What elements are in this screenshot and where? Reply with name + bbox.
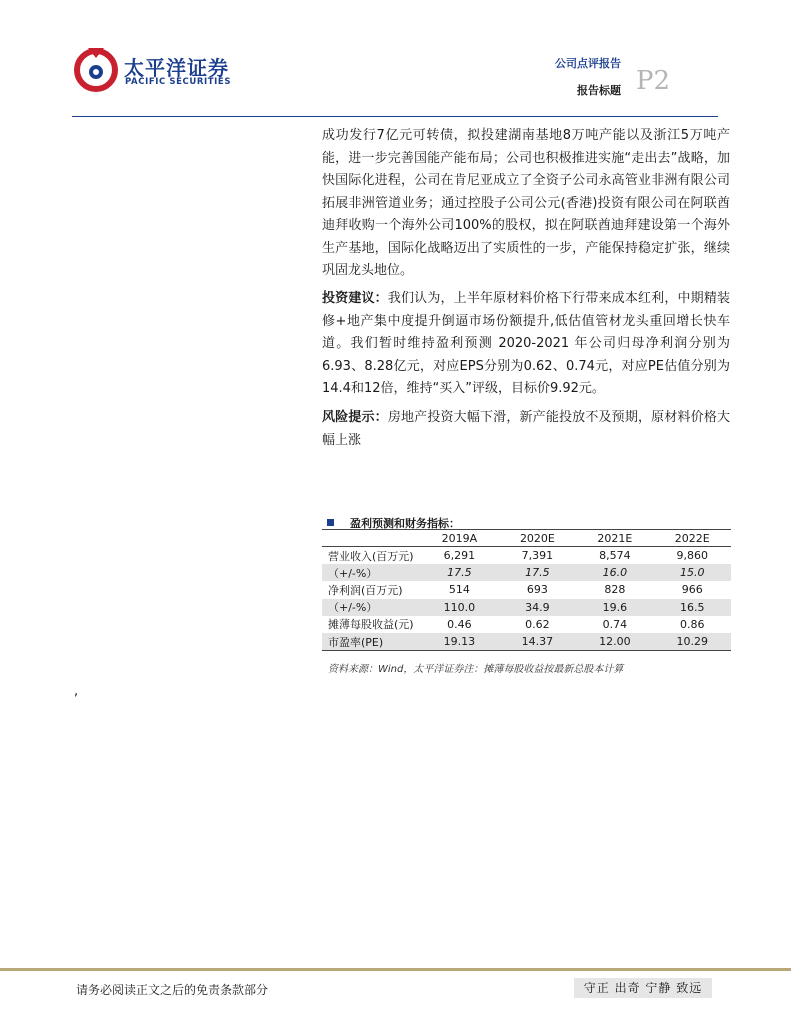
table-cell: 0.86: [680, 617, 705, 631]
table-cell: 17.5: [420, 564, 499, 581]
report-title: 报告标题: [577, 84, 621, 97]
table-cell: 8,574: [599, 549, 631, 563]
investment-advice-paragraph: [322, 288, 730, 401]
row-label: 营业收入(百万元): [328, 549, 414, 563]
risk-warning-label: 风险提示：: [322, 410, 388, 425]
table-row: [322, 633, 731, 651]
table-header-cell: 2022E: [654, 530, 731, 547]
table-cell: 12.00: [576, 633, 653, 651]
row-label: 净利润(百万元): [328, 583, 403, 597]
row-label: （+/-%）: [322, 599, 420, 616]
stray-comma: ,: [74, 684, 79, 699]
table-cell: 10.29: [654, 633, 731, 651]
company-logo: [74, 42, 244, 94]
table-cell: 966: [681, 583, 703, 597]
report-type: 公司点评报告: [555, 57, 621, 70]
square-bullet-icon: [327, 519, 334, 526]
table-header-row: [322, 530, 731, 547]
investment-advice-label: 投资建议：: [322, 291, 388, 306]
table-row: [322, 581, 731, 598]
table-cell: 0.62: [525, 617, 550, 631]
table-cell: 14.37: [499, 633, 576, 651]
table-header-cell: 2020E: [499, 530, 576, 547]
financial-forecast-table: [322, 529, 731, 651]
table-row: [322, 564, 731, 581]
header-divider: [72, 116, 718, 117]
risk-warning-paragraph: [322, 407, 730, 452]
footer-disclaimer: 请务必阅读正文之后的免责条款部分: [76, 983, 269, 997]
body-paragraph-expansion: 成功发行7亿元可转债，拟投建湖南基地8万吨产能以及浙江5万吨产能，进一步完善国能产能布局；公司也积极推进实施“走出去”战略，加快国际化进程，公司在肯尼亚成立了全资子公司永高管业非洲有限公司拓展非洲管道业务；通过控股子公司公元(香港)投资有限公司在阿联酋迪拜收购一个海外公司100%的股权，拟在阿联酋迪拜建设第一个海外生产基地，国际化战略迈出了实质性的一步，产能保持稳定扩张，继续巩固龙头地位。: [322, 128, 730, 278]
logo-mark-icon: [74, 42, 118, 94]
table-cell: 514: [448, 583, 470, 597]
logo-company-cn: 太平洋证券: [124, 56, 229, 80]
table-cell: 7,391: [521, 549, 554, 563]
table-cell: 0.74: [602, 617, 628, 631]
table-header-cell: 2021E: [576, 530, 653, 547]
table-header-cell: [322, 530, 420, 547]
table-cell: 19.13: [420, 633, 499, 651]
investment-advice-text: 我们认为，上半年原材料价格下行带来成本红利，中期精装修+地产集中度提升倒逼市场份额提升,低估值管材龙头重回增长快车道。我们暂时维持盈利预测 2020-2021 年公司归母净利润分别为6.93、8.28亿元，对应EPS分别为0.62、0.74元，对应PE估值分别为14.4和12倍，维持“买入”评级，目标价9.92元。: [322, 291, 730, 396]
row-label: （+/-%）: [322, 564, 420, 581]
table-cell: 693: [526, 583, 548, 597]
table-cell: 6,291: [443, 549, 476, 563]
table-row: [322, 547, 731, 565]
table-row: [322, 616, 731, 633]
table-cell: 19.6: [576, 599, 653, 616]
table-source-note: 资料来源：Wind，太平洋证券注：摊薄每股收益按最新总股本计算: [328, 664, 624, 675]
table-cell: 16.5: [654, 599, 731, 616]
table-cell: 0.46: [447, 617, 472, 631]
footer-divider: [0, 968, 791, 971]
footer-motto: 守正 出奇 宁静 致远: [574, 978, 712, 998]
table-cell: 16.0: [576, 564, 653, 581]
page-number: P2: [636, 66, 671, 96]
table-header-cell: 2019A: [420, 530, 499, 547]
row-label: 市盈率(PE): [322, 633, 420, 651]
table-cell: 34.9: [499, 599, 576, 616]
table-cell: 110.0: [420, 599, 499, 616]
logo-company-en: PACIFIC SECURITIES: [125, 77, 232, 87]
table-cell: 17.5: [499, 564, 576, 581]
table-cell: 9,860: [676, 549, 709, 563]
table-cell: 15.0: [654, 564, 731, 581]
table-cell: 828: [604, 583, 626, 597]
table-title-text: 盈利预测和财务指标：: [350, 517, 460, 530]
table-row: [322, 599, 731, 616]
row-label: 摊薄每股收益(元): [328, 618, 414, 632]
risk-warning-text: 房地产投资大幅下滑，新产能投放不及预期，原材料价格大幅上涨: [322, 410, 730, 448]
